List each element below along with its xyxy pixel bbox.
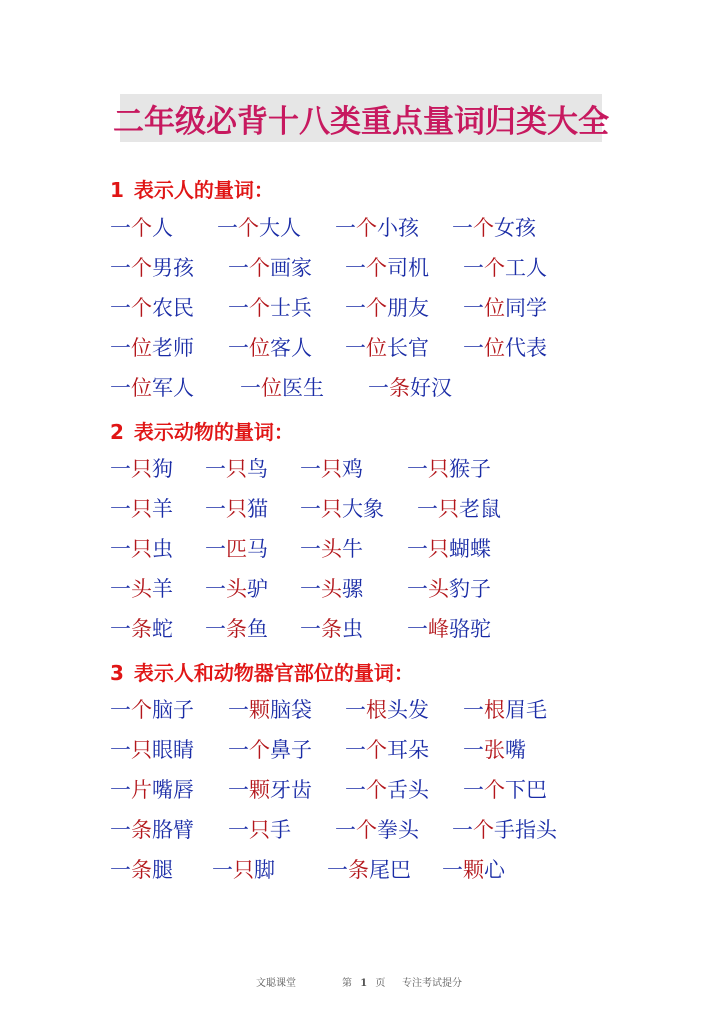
measure-word-item — [463, 295, 547, 321]
measure-word: 头 — [321, 537, 342, 561]
section-title: 表示人和动物器官部位的量词： — [133, 661, 414, 685]
measure-word: 个 — [366, 778, 387, 802]
numeral-one: 一 — [228, 256, 249, 280]
measure-word: 只 — [233, 858, 254, 882]
numeral-one: 一 — [407, 617, 428, 641]
numeral-one: 一 — [110, 778, 131, 802]
numeral-one: 一 — [228, 818, 249, 842]
noun: 好汉 — [410, 376, 452, 400]
noun: 羊 — [152, 577, 173, 601]
section-number: 2 — [110, 420, 124, 444]
footer-page-prefix: 第 — [342, 978, 352, 989]
measure-word: 个 — [249, 256, 270, 280]
noun: 鸡 — [342, 457, 363, 481]
numeral-one: 一 — [463, 256, 484, 280]
numeral-one: 一 — [205, 457, 226, 481]
noun: 客人 — [270, 336, 312, 360]
noun: 老鼠 — [459, 497, 501, 521]
measure-word: 只 — [321, 497, 342, 521]
measure-word: 峰 — [428, 617, 449, 641]
measure-word-item — [110, 737, 194, 763]
measure-word: 个 — [356, 216, 377, 240]
measure-word-item — [217, 215, 301, 241]
numeral-one: 一 — [335, 818, 356, 842]
measure-word: 个 — [356, 818, 377, 842]
measure-word: 只 — [438, 497, 459, 521]
measure-word-item — [345, 255, 429, 281]
measure-word: 个 — [366, 296, 387, 320]
measure-word: 只 — [249, 818, 270, 842]
measure-word: 头 — [131, 577, 152, 601]
measure-word-item — [345, 295, 429, 321]
numeral-one: 一 — [205, 537, 226, 561]
noun: 男孩 — [152, 256, 194, 280]
noun: 司机 — [387, 256, 429, 280]
measure-word-item — [110, 536, 173, 562]
numeral-one: 一 — [463, 296, 484, 320]
noun: 骡 — [342, 577, 363, 601]
numeral-one: 一 — [228, 778, 249, 802]
measure-word-item — [110, 456, 173, 482]
footer-brand: 文聪课堂 — [256, 978, 296, 989]
measure-word-item — [110, 215, 173, 241]
numeral-one: 一 — [110, 858, 131, 882]
noun: 虫 — [342, 617, 363, 641]
measure-word: 只 — [226, 497, 247, 521]
noun: 鸟 — [247, 457, 268, 481]
numeral-one: 一 — [407, 457, 428, 481]
noun: 嘴唇 — [152, 778, 194, 802]
noun: 蝴蝶 — [449, 537, 491, 561]
measure-word-item — [110, 697, 194, 723]
measure-word-item — [335, 817, 419, 843]
measure-word-item — [407, 616, 491, 642]
measure-word-item — [300, 576, 363, 602]
measure-word-item — [463, 255, 547, 281]
measure-word: 头 — [428, 577, 449, 601]
noun: 同学 — [505, 296, 547, 320]
measure-word: 条 — [131, 858, 152, 882]
measure-word-item — [110, 616, 173, 642]
measure-word: 位 — [484, 296, 505, 320]
numeral-one: 一 — [110, 698, 131, 722]
measure-word-item — [110, 576, 173, 602]
noun: 心 — [484, 858, 505, 882]
numeral-one: 一 — [212, 858, 233, 882]
measure-word: 个 — [131, 698, 152, 722]
noun: 马 — [247, 537, 268, 561]
noun: 牙齿 — [270, 778, 312, 802]
measure-word: 位 — [484, 336, 505, 360]
measure-word: 个 — [484, 778, 505, 802]
measure-word: 只 — [131, 497, 152, 521]
numeral-one: 一 — [327, 858, 348, 882]
footer-page-number: 1 — [360, 978, 368, 989]
section-number: 3 — [110, 661, 124, 685]
measure-word-item — [300, 536, 363, 562]
measure-word: 条 — [226, 617, 247, 641]
measure-word-item — [368, 375, 452, 401]
numeral-one: 一 — [110, 537, 131, 561]
numeral-one: 一 — [463, 698, 484, 722]
noun: 手指头 — [494, 818, 557, 842]
measure-word-item — [228, 255, 312, 281]
numeral-one: 一 — [407, 537, 428, 561]
measure-word-item — [345, 777, 429, 803]
measure-word-item — [228, 295, 312, 321]
measure-word-item — [205, 456, 268, 482]
noun: 虫 — [152, 537, 173, 561]
measure-word-item — [110, 375, 194, 401]
measure-word: 个 — [473, 216, 494, 240]
numeral-one: 一 — [110, 256, 131, 280]
measure-word: 个 — [131, 256, 152, 280]
noun: 鼻子 — [270, 738, 312, 762]
numeral-one: 一 — [240, 376, 261, 400]
measure-word: 颗 — [249, 698, 270, 722]
measure-word: 根 — [366, 698, 387, 722]
numeral-one: 一 — [228, 336, 249, 360]
noun: 朋友 — [387, 296, 429, 320]
noun: 拳头 — [377, 818, 419, 842]
noun: 长官 — [387, 336, 429, 360]
measure-word-item — [442, 857, 505, 883]
noun: 脚 — [254, 858, 275, 882]
numeral-one: 一 — [217, 216, 238, 240]
numeral-one: 一 — [300, 617, 321, 641]
measure-word: 个 — [366, 738, 387, 762]
measure-word: 位 — [366, 336, 387, 360]
title-banner — [113, 94, 609, 142]
noun: 士兵 — [270, 296, 312, 320]
noun: 农民 — [152, 296, 194, 320]
numeral-one: 一 — [300, 497, 321, 521]
noun: 牛 — [342, 537, 363, 561]
measure-word: 只 — [321, 457, 342, 481]
measure-word-item — [205, 576, 268, 602]
measure-word-item — [205, 496, 268, 522]
numeral-one: 一 — [110, 738, 131, 762]
measure-word-item — [335, 215, 419, 241]
numeral-one: 一 — [442, 858, 463, 882]
section-heading-3 — [110, 657, 414, 686]
measure-word-item — [300, 456, 363, 482]
measure-word-item — [300, 616, 363, 642]
noun: 大人 — [259, 216, 301, 240]
numeral-one: 一 — [300, 457, 321, 481]
measure-word: 头 — [321, 577, 342, 601]
page-title: 二年级必背十八类重点量词归类大全 — [113, 103, 609, 140]
measure-word: 只 — [226, 457, 247, 481]
measure-word-item — [212, 857, 275, 883]
measure-word: 条 — [389, 376, 410, 400]
noun: 狗 — [152, 457, 173, 481]
measure-word-item — [110, 777, 194, 803]
noun: 舌头 — [387, 778, 429, 802]
measure-word: 只 — [131, 457, 152, 481]
noun: 腿 — [152, 858, 173, 882]
measure-word-item — [228, 737, 312, 763]
noun: 猴子 — [449, 457, 491, 481]
measure-word: 根 — [484, 698, 505, 722]
measure-word: 条 — [321, 617, 342, 641]
measure-word-item — [228, 817, 291, 843]
numeral-one: 一 — [228, 698, 249, 722]
measure-word-item — [228, 777, 312, 803]
noun: 羊 — [152, 497, 173, 521]
numeral-one: 一 — [417, 497, 438, 521]
numeral-one: 一 — [110, 577, 131, 601]
noun: 胳臂 — [152, 818, 194, 842]
measure-word-item — [463, 335, 547, 361]
measure-word-item — [110, 496, 173, 522]
measure-word: 头 — [226, 577, 247, 601]
measure-word-item — [452, 817, 557, 843]
measure-word-item — [205, 616, 268, 642]
measure-word-item — [240, 375, 324, 401]
noun: 工人 — [505, 256, 547, 280]
measure-word: 个 — [131, 296, 152, 320]
footer-page-suffix: 页 — [375, 978, 386, 989]
measure-word: 匹 — [226, 537, 247, 561]
noun: 老师 — [152, 336, 194, 360]
noun: 代表 — [505, 336, 547, 360]
numeral-one: 一 — [345, 698, 366, 722]
measure-word: 个 — [366, 256, 387, 280]
numeral-one: 一 — [110, 497, 131, 521]
numeral-one: 一 — [335, 216, 356, 240]
numeral-one: 一 — [110, 216, 131, 240]
measure-word-item — [300, 496, 384, 522]
noun: 耳朵 — [387, 738, 429, 762]
measure-word: 位 — [131, 336, 152, 360]
measure-word: 位 — [261, 376, 282, 400]
measure-word-item — [110, 255, 194, 281]
numeral-one: 一 — [452, 818, 473, 842]
measure-word-item — [407, 576, 491, 602]
measure-word-item — [327, 857, 411, 883]
numeral-one: 一 — [345, 296, 366, 320]
measure-word-item — [452, 215, 536, 241]
numeral-one: 一 — [345, 738, 366, 762]
noun: 脑袋 — [270, 698, 312, 722]
section-heading-2 — [110, 416, 294, 445]
measure-word-item — [345, 335, 429, 361]
numeral-one: 一 — [463, 738, 484, 762]
measure-word-item — [345, 737, 429, 763]
footer-slogan: 专注考试提分 — [402, 978, 462, 989]
measure-word: 个 — [249, 296, 270, 320]
measure-word: 颗 — [463, 858, 484, 882]
measure-word-item — [417, 496, 501, 522]
measure-word-item — [110, 857, 173, 883]
measure-word-item — [463, 777, 547, 803]
noun: 下巴 — [505, 778, 547, 802]
noun: 画家 — [270, 256, 312, 280]
measure-word-item — [110, 335, 194, 361]
section-heading-1 — [110, 174, 274, 203]
numeral-one: 一 — [228, 738, 249, 762]
measure-word-item — [463, 697, 547, 723]
measure-word-item — [407, 536, 491, 562]
noun: 人 — [152, 216, 173, 240]
noun: 女孩 — [494, 216, 536, 240]
measure-word: 条 — [348, 858, 369, 882]
noun: 眉毛 — [505, 698, 547, 722]
noun: 豹子 — [449, 577, 491, 601]
numeral-one: 一 — [110, 336, 131, 360]
noun: 医生 — [282, 376, 324, 400]
noun: 头发 — [387, 698, 429, 722]
numeral-one: 一 — [368, 376, 389, 400]
numeral-one: 一 — [463, 778, 484, 802]
noun: 手 — [270, 818, 291, 842]
measure-word-item — [205, 536, 268, 562]
measure-word-item — [228, 335, 312, 361]
measure-word: 条 — [131, 617, 152, 641]
noun: 眼睛 — [152, 738, 194, 762]
numeral-one: 一 — [345, 256, 366, 280]
measure-word-item — [345, 697, 429, 723]
noun: 军人 — [152, 376, 194, 400]
measure-word: 个 — [238, 216, 259, 240]
measure-word-item — [463, 737, 526, 763]
measure-word: 只 — [131, 738, 152, 762]
measure-word: 只 — [131, 537, 152, 561]
noun: 蛇 — [152, 617, 173, 641]
measure-word: 只 — [428, 537, 449, 561]
measure-word: 只 — [428, 457, 449, 481]
measure-word: 张 — [484, 738, 505, 762]
noun: 尾巴 — [369, 858, 411, 882]
measure-word: 个 — [131, 216, 152, 240]
measure-word: 条 — [131, 818, 152, 842]
numeral-one: 一 — [345, 778, 366, 802]
numeral-one: 一 — [300, 577, 321, 601]
numeral-one: 一 — [110, 617, 131, 641]
numeral-one: 一 — [205, 617, 226, 641]
measure-word: 个 — [473, 818, 494, 842]
noun: 鱼 — [247, 617, 268, 641]
measure-word: 片 — [131, 778, 152, 802]
numeral-one: 一 — [345, 336, 366, 360]
numeral-one: 一 — [110, 457, 131, 481]
numeral-one: 一 — [300, 537, 321, 561]
measure-word-item — [110, 817, 194, 843]
numeral-one: 一 — [452, 216, 473, 240]
noun: 骆驼 — [449, 617, 491, 641]
measure-word-item — [110, 295, 194, 321]
section-number: 1 — [110, 178, 124, 202]
noun: 猫 — [247, 497, 268, 521]
numeral-one: 一 — [205, 577, 226, 601]
noun: 小孩 — [377, 216, 419, 240]
numeral-one: 一 — [205, 497, 226, 521]
section-title: 表示人的量词： — [133, 178, 274, 202]
numeral-one: 一 — [110, 376, 131, 400]
measure-word-item — [407, 456, 491, 482]
footer-page-indicator — [342, 974, 385, 989]
noun: 脑子 — [152, 698, 194, 722]
measure-word: 颗 — [249, 778, 270, 802]
numeral-one: 一 — [110, 818, 131, 842]
numeral-one: 一 — [110, 296, 131, 320]
noun: 大象 — [342, 497, 384, 521]
measure-word: 个 — [249, 738, 270, 762]
measure-word: 位 — [249, 336, 270, 360]
measure-word: 位 — [131, 376, 152, 400]
noun: 驴 — [247, 577, 268, 601]
section-title: 表示动物的量词： — [133, 420, 294, 444]
numeral-one: 一 — [463, 336, 484, 360]
noun: 嘴 — [505, 738, 526, 762]
numeral-one: 一 — [228, 296, 249, 320]
numeral-one: 一 — [407, 577, 428, 601]
measure-word: 个 — [484, 256, 505, 280]
measure-word-item — [228, 697, 312, 723]
